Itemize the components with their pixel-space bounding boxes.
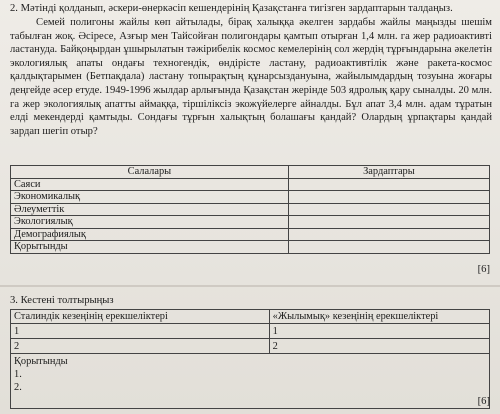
answer-cell[interactable]	[288, 178, 489, 191]
stalin-cell-1[interactable]: 1	[11, 324, 270, 339]
periods-table	[10, 309, 490, 354]
answer-cell[interactable]	[288, 203, 489, 216]
task-2-title: 2. Мәтінді қолданып, әскери-өнеркәсіп кешендерінің Қазақстанға тигізген зардаптарын талдаңыз.	[10, 3, 453, 14]
column-header-thaw-period: «Жылымық» кезеңінің ерекшеліктері	[269, 310, 489, 324]
row-label: Қорытынды	[11, 241, 289, 254]
task-2-mark: [6]	[477, 264, 490, 275]
row-label: Демографиялық	[11, 228, 289, 241]
conclusion-label: Қорытынды	[14, 356, 68, 367]
answer-cell[interactable]	[288, 216, 489, 229]
task-3	[10, 294, 492, 409]
table-row	[11, 324, 490, 339]
conclusion-item-2: 2.	[14, 382, 22, 393]
table-row	[11, 241, 490, 254]
table-header-row	[11, 166, 490, 179]
answer-cell[interactable]	[288, 228, 489, 241]
column-header-stalin-period: Сталиндік кезеңінің ерекшеліктері	[11, 310, 270, 324]
stalin-cell-2[interactable]: 2	[11, 339, 270, 354]
row-label: Әлеуметтік	[11, 203, 289, 216]
section-divider	[0, 285, 500, 287]
task-3-mark: [6]	[477, 396, 490, 407]
column-header-sectors: Салалары	[11, 166, 289, 179]
table-header-row	[11, 310, 490, 324]
conclusion-box[interactable]	[10, 354, 490, 409]
task-3-title: 3. Кестені толтырыңыз	[10, 295, 114, 306]
table-row	[11, 339, 490, 354]
consequences-table	[10, 165, 490, 254]
table-row	[11, 191, 490, 204]
table-row	[11, 178, 490, 191]
table-row	[11, 216, 490, 229]
task-2	[10, 2, 492, 138]
column-header-consequences: Зардаптары	[288, 166, 489, 179]
conclusion-item-1: 1.	[14, 369, 22, 380]
row-label: Саяси	[11, 178, 289, 191]
row-label: Экологиялық	[11, 216, 289, 229]
table-row	[11, 228, 490, 241]
answer-cell[interactable]	[288, 191, 489, 204]
row-label: Экономикалық	[11, 191, 289, 204]
answer-cell[interactable]	[288, 241, 489, 254]
table-row	[11, 203, 490, 216]
thaw-cell-1[interactable]: 1	[269, 324, 489, 339]
thaw-cell-2[interactable]: 2	[269, 339, 489, 354]
task-2-paragraph: Семей полигоны жайлы көп айтылады, бірақ халыққа әкелген зардабы жайлы маңызды шешім табылған жоқ. Әсіресе, Азғыр мен Тайсойған полигондары қамтып отырған 1,4 млн. га жер радиоактивті ластануда. Байқоңырдан ұшырылатын тәжірибелік космос кемелерінің сол жердің тұрғындарына әкелетін экологиялық апаты ондағы техногендік, өндірісте ластану, радиоактивтілік және ракета-космос қалдықтарымен (Бетпақдала) ластану топырақтың құнарсыздануына, жайылымдардың тозуына жоғары деңгейде әсер етуде. 1949-1996 жылдар арлығында Қазақстан жерінде 503 ядролық қару сыналды. 20 млн. га жер экологиялық апатты аймаққа, тіршіліксіз экожүйелерге айналды. Бұл апат 3,4 млн. адам тұратын елді мекендерді қамтыды. Сондағы тұрғын халықтың болашағы қандай? Олардың ұрпақтары қандай зардап шегіп отыр?	[10, 17, 492, 137]
